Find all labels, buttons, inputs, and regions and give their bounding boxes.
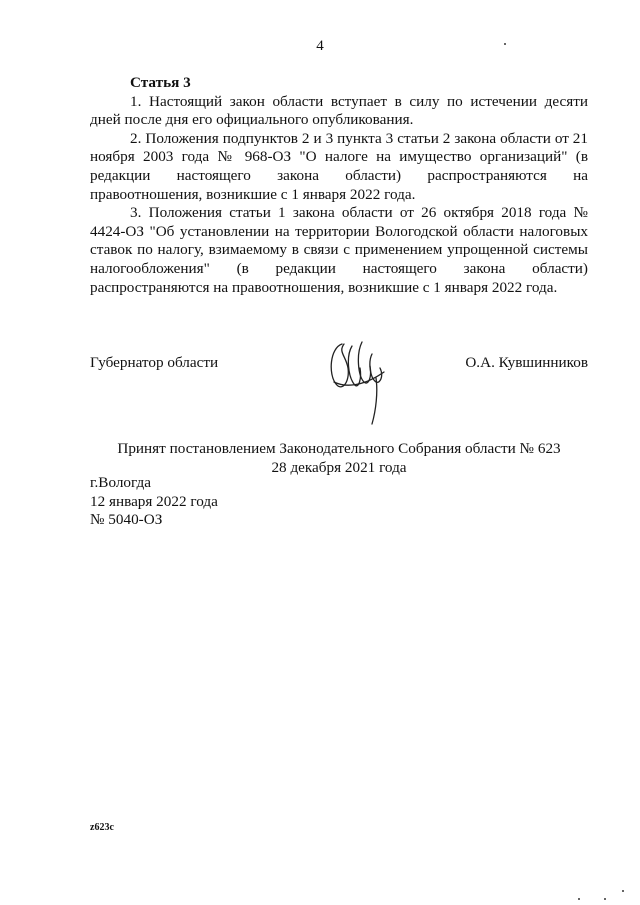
city: г.Вологда xyxy=(90,474,151,491)
article-paragraph-1: 1. Настоящий закон области вступает в силу по истечении десяти дней после дня его официального опубликования. xyxy=(90,92,588,129)
document-code: z623c xyxy=(90,822,114,833)
adoption-note xyxy=(90,440,588,477)
article-section xyxy=(90,74,588,297)
handwritten-signature-image xyxy=(322,332,392,428)
adoption-line-1: Принят постановлением Законодательного Собрания области № 623 xyxy=(117,440,561,457)
footer-block xyxy=(90,474,218,530)
article-paragraph-3: 3. Положения статьи 1 закона области от 26 октября 2018 года № 4424-ОЗ "Об установлении на территории Вологодской области налоговых ставок по налогу, взимаемому в связи с применением упрощенной системы налогообложения" (в редакции настоящего закона области) распространяются на правоотношения, возникшие с 1 января 2022 года. xyxy=(90,204,588,296)
signatory-position: Губернатор области xyxy=(90,354,219,371)
signing-date: 12 января 2022 года xyxy=(90,492,218,510)
article-paragraph-2: 2. Положения подпунктов 2 и 3 пункта 3 статьи 2 закона области от 21 ноября 2003 года № 968-ОЗ "О налоге на имущество организаций" (в редакции настоящего закона области) распространяются на правоотношения, возникшие с 1 января 2022 года. xyxy=(90,129,588,203)
page-number: 4 xyxy=(316,38,324,54)
scan-speck xyxy=(622,890,624,892)
signatory-name: О.А. Кувшинников xyxy=(465,354,588,371)
article-heading: Статья 3 xyxy=(130,74,191,91)
scan-speck xyxy=(604,898,606,900)
scan-speck xyxy=(504,43,506,45)
law-number: № 5040-ОЗ xyxy=(90,511,163,529)
adoption-date: 28 декабря 2021 года xyxy=(271,458,407,476)
scan-speck xyxy=(578,898,580,900)
